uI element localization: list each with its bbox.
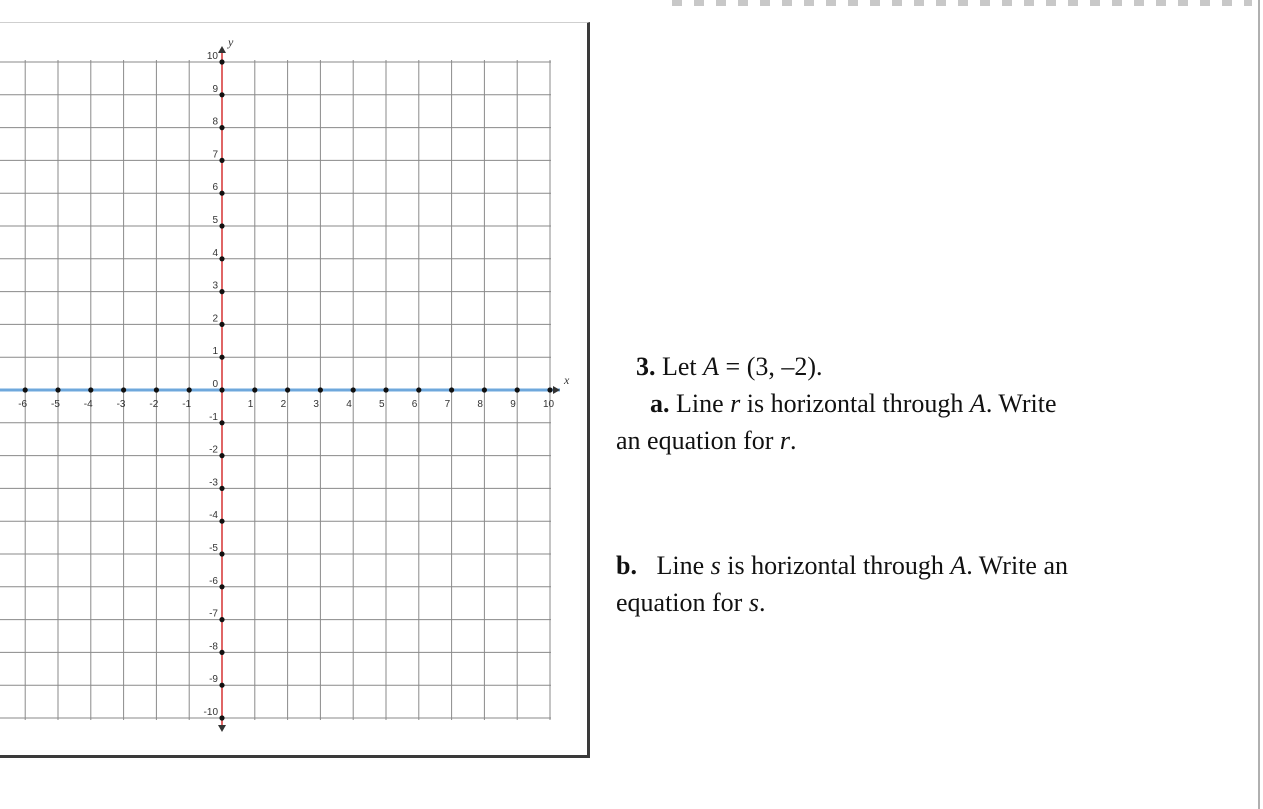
y-axis-letter: y xyxy=(228,35,234,49)
y-tick-dot xyxy=(219,191,224,196)
part-b-line2 xyxy=(616,584,1216,621)
point-variable: A xyxy=(703,352,720,381)
x-tick-dot xyxy=(23,387,28,392)
part-b-line1 xyxy=(616,547,1216,584)
y-tick-dot xyxy=(219,125,224,130)
cut-off-text-strip xyxy=(672,0,1252,6)
x-tick-dot xyxy=(547,387,552,392)
y-tick-label: 6 xyxy=(212,182,218,194)
y-tick-dot xyxy=(219,322,224,327)
y-axis-arrow-bottom xyxy=(218,725,226,732)
part-b-text: . Write an xyxy=(966,551,1068,580)
origin-dot xyxy=(219,387,224,392)
x-tick-dot xyxy=(88,387,93,392)
y-tick-label: 5 xyxy=(212,215,218,226)
x-tick-dot xyxy=(285,387,290,392)
x-tick-dot xyxy=(416,387,421,392)
x-tick-dot xyxy=(351,387,356,392)
x-tick-label: 2 xyxy=(280,399,287,410)
y-tick-label: 9 xyxy=(212,83,218,95)
y-tick-dot xyxy=(219,289,224,294)
x-tick-label: -5 xyxy=(51,399,60,410)
point-coordinates: = (3, –2). xyxy=(719,352,823,381)
y-axis-arrow-top xyxy=(218,46,226,53)
y-tick-label: -7 xyxy=(209,608,218,620)
x-tick-dot xyxy=(515,387,520,392)
x-tick-label: 4 xyxy=(346,399,352,410)
y-tick-dot xyxy=(219,223,224,228)
part-b-text: is horizontal through xyxy=(720,551,951,580)
y-tick-dot xyxy=(219,650,224,655)
y-tick-label: 4 xyxy=(212,247,218,259)
coordinate-plane xyxy=(0,0,600,770)
part-b-label: b. xyxy=(616,551,637,580)
part-a-line1 xyxy=(616,385,1216,422)
problem-3 xyxy=(616,348,1216,621)
part-a-point-var: A xyxy=(969,389,986,418)
y-tick-label: 2 xyxy=(212,313,218,325)
y-tick-dot xyxy=(219,256,224,261)
y-tick-label: -10 xyxy=(203,707,218,718)
y-tick-dot xyxy=(219,551,224,556)
x-axis-letter: x xyxy=(564,373,570,387)
y-tick-label: -4 xyxy=(209,510,218,522)
y-tick-dot xyxy=(219,453,224,458)
problem-intro xyxy=(616,348,1216,385)
x-tick-dot xyxy=(187,387,192,392)
y-tick-dot xyxy=(219,584,224,589)
part-a-line-var: r xyxy=(779,426,791,455)
page-right-border xyxy=(1258,0,1260,809)
part-b-line-var: s xyxy=(710,551,721,580)
y-tick-label: 8 xyxy=(212,116,218,128)
part-b-text: . xyxy=(758,588,766,617)
x-tick-label: 7 xyxy=(444,399,451,410)
x-tick-label: 1 xyxy=(247,399,254,410)
x-tick-label: -4 xyxy=(83,399,93,410)
x-tick-dot xyxy=(383,387,388,392)
x-tick-label: -1 xyxy=(182,399,192,410)
x-tick-dot xyxy=(121,387,126,392)
x-tick-label: -2 xyxy=(149,399,159,410)
y-tick-dot xyxy=(219,59,224,64)
x-tick-label: 8 xyxy=(477,399,483,410)
y-tick-dot xyxy=(219,617,224,622)
y-tick-dot xyxy=(219,92,224,97)
y-tick-label: -5 xyxy=(209,543,218,554)
part-a-text: . Write xyxy=(985,389,1057,418)
part-a-text: an equation for xyxy=(616,426,780,455)
x-tick-dot xyxy=(482,387,487,392)
x-tick-dot xyxy=(154,387,159,392)
y-tick-dot xyxy=(219,715,224,720)
part-a-text: is horizontal through xyxy=(740,389,970,418)
x-tick-label: 5 xyxy=(379,399,385,410)
intro-text: Let xyxy=(662,352,704,381)
y-tick-label: 10 xyxy=(206,51,218,62)
y-tick-label: -9 xyxy=(209,674,218,686)
x-tick-label: 6 xyxy=(411,399,418,410)
part-a-label: a. xyxy=(650,389,670,418)
part-b-point-var: A xyxy=(950,551,967,580)
y-tick-label: -2 xyxy=(209,444,218,456)
y-tick-label: -3 xyxy=(209,477,218,489)
x-tick-dot xyxy=(252,387,257,392)
y-tick-label: 3 xyxy=(212,280,218,292)
x-tick-label: 10 xyxy=(543,399,555,410)
part-b-text: Line xyxy=(636,551,711,580)
y-tick-label: 1 xyxy=(212,346,218,358)
y-tick-dot xyxy=(219,683,224,688)
part-a-text: Line xyxy=(669,389,731,418)
part-a-line2 xyxy=(616,422,1216,459)
x-tick-label: -3 xyxy=(116,399,126,410)
y-tick-dot xyxy=(219,486,224,491)
y-tick-label: 7 xyxy=(212,149,218,161)
part-a-line-var: r xyxy=(730,389,741,418)
y-tick-dot xyxy=(219,519,224,524)
x-tick-dot xyxy=(449,387,454,392)
x-tick-label: 3 xyxy=(313,399,319,410)
x-tick-dot xyxy=(318,387,323,392)
part-b-line-var: s xyxy=(748,588,759,617)
x-tick-label: -6 xyxy=(18,399,28,410)
y-tick-dot xyxy=(219,355,224,360)
part-a-text: . xyxy=(790,426,797,455)
x-axis-arrow xyxy=(553,386,560,394)
problem-number: 3. xyxy=(636,352,656,381)
y-tick-label: -8 xyxy=(209,641,218,653)
y-tick-dot xyxy=(219,420,224,425)
part-b-text: equation for xyxy=(616,588,749,617)
y-tick-dot xyxy=(219,158,224,163)
y-tick-label: -1 xyxy=(209,411,218,423)
y-tick-label: 0 xyxy=(212,379,218,390)
x-tick-label: 9 xyxy=(510,399,516,410)
y-tick-label: -6 xyxy=(209,575,218,587)
x-tick-dot xyxy=(55,387,60,392)
